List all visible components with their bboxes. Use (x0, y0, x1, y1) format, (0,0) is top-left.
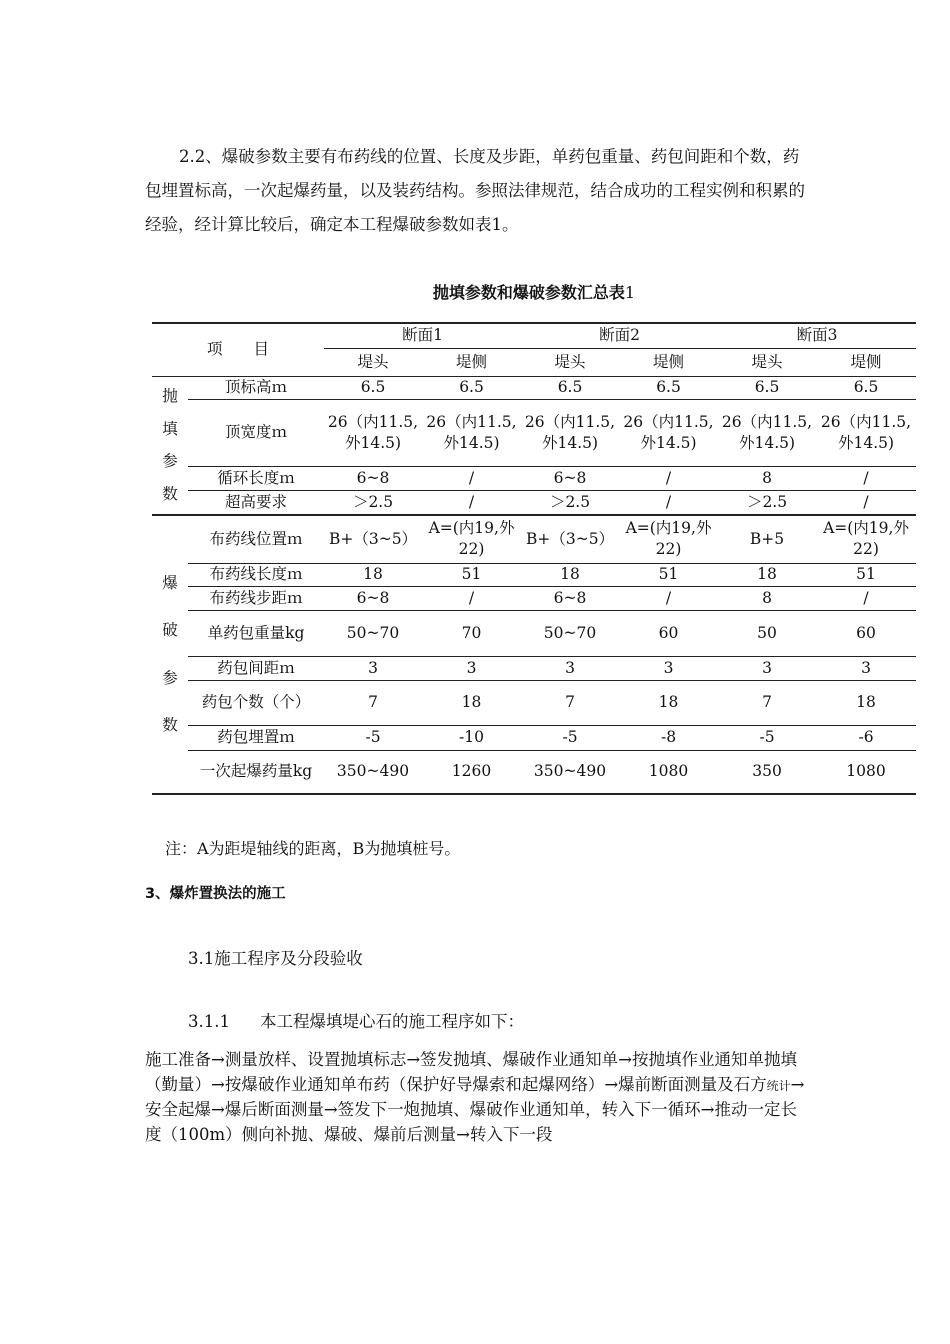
cell: 50~70 (521, 610, 619, 656)
item-header: 项 目 (152, 323, 324, 376)
flow-text-part1: 施工准备→测量放样、设置抛填标志→签发抛填、爆破作业通知单→按抛填作业通知单抛填（勤量）→按爆破作业通知单布药（保护好导爆索和起爆网络）→爆前断面测量及石方 (145, 1050, 797, 1094)
cell: A=(内19,外22) (619, 515, 718, 563)
cell: -5 (718, 725, 816, 750)
table-row (152, 680, 916, 725)
section-header-2: 断面2 (521, 323, 718, 348)
group-char: 破 (162, 621, 178, 640)
cell: 6.5 (324, 376, 422, 399)
table-row (152, 490, 916, 515)
cell: 6~8 (521, 466, 619, 490)
cell: / (816, 490, 916, 515)
parameter-table (152, 322, 916, 795)
row-label: 超高要求 (188, 490, 324, 515)
cell: 18 (324, 563, 422, 586)
section-heading: 3、爆炸置换法的施工 (145, 886, 286, 902)
table-row (152, 376, 916, 399)
table-row (152, 515, 916, 563)
cell: ＞2.5 (324, 490, 422, 515)
subheader: 堤头 (324, 348, 422, 376)
cell: 60 (619, 610, 718, 656)
cell: 1080 (619, 750, 718, 794)
cell: / (422, 490, 521, 515)
intro-paragraph: 2.2、爆破参数主要有布药线的位置、长度及步距，单药包重量、药包间距和个数，药包埋置标高，一次起爆药量，以及装药结构。参照法律规范，结合成功的工程实例和积累的经验，经计算比较后，确定本工程爆破参数如表1。 (145, 147, 805, 234)
row-label: 药包间距ｍ (188, 656, 324, 680)
table-note: 注：A为距堤轴线的距离，B为抛填桩号。 (165, 839, 461, 858)
cell: A=(内19,外22) (422, 515, 521, 563)
table-caption-number: 1 (624, 283, 636, 302)
subheader: 堤侧 (422, 348, 521, 376)
cell: 8 (718, 586, 816, 610)
cell: 26（内11.5,外14.5) (718, 399, 816, 466)
cell: 7 (521, 680, 619, 725)
flow-text-small: 统计 (766, 1078, 791, 1093)
cell: 26（内11.5,外14.5) (521, 399, 619, 466)
cell: / (619, 586, 718, 610)
group-char: 爆 (162, 573, 178, 592)
cell: 6.5 (521, 376, 619, 399)
subsubsection-text: 本工程爆填堤心石的施工程序如下： (259, 1012, 524, 1031)
cell: / (422, 466, 521, 490)
subsection-heading: 3.1施工程序及分段验收 (188, 949, 363, 968)
cell: 3 (816, 656, 916, 680)
cell: 3 (619, 656, 718, 680)
table-caption-text: 抛填参数和爆破参数汇总表 (432, 283, 625, 302)
cell: 26（内11.5,外14.5) (816, 399, 916, 466)
row-label: 循环长度ｍ (188, 466, 324, 490)
subsubsection-heading (188, 1008, 524, 1032)
cell: 18 (816, 680, 916, 725)
cell: -5 (324, 725, 422, 750)
row-label: 布药线长度ｍ (188, 563, 324, 586)
cell: 26（内11.5,外14.5) (422, 399, 521, 466)
table-row (152, 586, 916, 610)
table-row (152, 725, 916, 750)
cell: 6.5 (422, 376, 521, 399)
cell: / (619, 466, 718, 490)
header-row-sections (152, 323, 916, 348)
cell: ＞2.5 (521, 490, 619, 515)
cell: 6.5 (619, 376, 718, 399)
row-label: 药包个数（个） (188, 680, 324, 725)
cell: 6.5 (718, 376, 816, 399)
cell: B+（3~5） (324, 515, 422, 563)
section-header-3: 断面3 (718, 323, 916, 348)
cell: 350 (718, 750, 816, 794)
cell: 350~490 (521, 750, 619, 794)
cell: 51 (619, 563, 718, 586)
cell: -6 (816, 725, 916, 750)
cell: 18 (422, 680, 521, 725)
cell: / (422, 586, 521, 610)
cell: 350~490 (324, 750, 422, 794)
cell: 26（内11.5,外14.5) (324, 399, 422, 466)
group-char: 参 (162, 452, 178, 470)
cell: 18 (619, 680, 718, 725)
table-row (152, 399, 916, 466)
row-label: 顶宽度ｍ (188, 399, 324, 466)
cell: 26（内11.5,外14.5) (619, 399, 718, 466)
cell: 3 (521, 656, 619, 680)
cell: B+5 (718, 515, 816, 563)
row-label: 布药线步距ｍ (188, 586, 324, 610)
group-char: 填 (162, 419, 178, 438)
flow-text-part2: →安全起爆→爆后断面测量→签发下一炮抛填、爆破作业通知单，转入下一循环→推动一定长度（100m）侧向补抛、爆破、爆前后测量→转入下一段 (145, 1074, 805, 1144)
cell: 3 (324, 656, 422, 680)
subheader: 堤头 (718, 348, 816, 376)
cell: ＞2.5 (718, 490, 816, 515)
table-caption (152, 280, 916, 303)
cell: / (816, 586, 916, 610)
cell: 1080 (816, 750, 916, 794)
cell: 3 (718, 656, 816, 680)
table-row (152, 466, 916, 490)
cell: / (816, 466, 916, 490)
cell: 50~70 (324, 610, 422, 656)
subheader: 堤头 (521, 348, 619, 376)
cell: B+（3~5） (521, 515, 619, 563)
procedure-flow (145, 1048, 810, 1147)
row-label: 顶标高ｍ (188, 376, 324, 399)
cell: 51 (422, 563, 521, 586)
table-row (152, 610, 916, 656)
cell: -10 (422, 725, 521, 750)
group-char: 参 (162, 668, 178, 687)
cell: 18 (718, 563, 816, 586)
table-row (152, 750, 916, 794)
cell: 18 (521, 563, 619, 586)
subheader: 堤侧 (619, 348, 718, 376)
cell: 6~8 (324, 466, 422, 490)
group-char: 数 (162, 716, 178, 735)
group-label-blast (152, 515, 188, 794)
cell: 7 (718, 680, 816, 725)
subheader: 堤侧 (816, 348, 916, 376)
cell: 51 (816, 563, 916, 586)
cell: 50 (718, 610, 816, 656)
cell: 1260 (422, 750, 521, 794)
group-char: 数 (162, 484, 178, 503)
row-label: 一次起爆药量kg (188, 750, 324, 794)
cell: 70 (422, 610, 521, 656)
cell: 3 (422, 656, 521, 680)
cell: 6~8 (324, 586, 422, 610)
row-label: 单药包重量kg (188, 610, 324, 656)
cell: 7 (324, 680, 422, 725)
cell: 8 (718, 466, 816, 490)
cell: 6.5 (816, 376, 916, 399)
cell: -8 (619, 725, 718, 750)
table-row (152, 563, 916, 586)
row-label: 药包埋置ｍ (188, 725, 324, 750)
cell: 60 (816, 610, 916, 656)
group-char: 抛 (162, 387, 178, 405)
row-label: 布药线位置ｍ (188, 515, 324, 563)
cell: 6~8 (521, 586, 619, 610)
section-header-1: 断面1 (324, 323, 521, 348)
table-row (152, 656, 916, 680)
subsubsection-number: 3.1.1 (188, 1012, 230, 1031)
cell: A=(内19,外22) (816, 515, 916, 563)
group-label-fill (152, 376, 188, 515)
cell: / (619, 490, 718, 515)
cell: -5 (521, 725, 619, 750)
